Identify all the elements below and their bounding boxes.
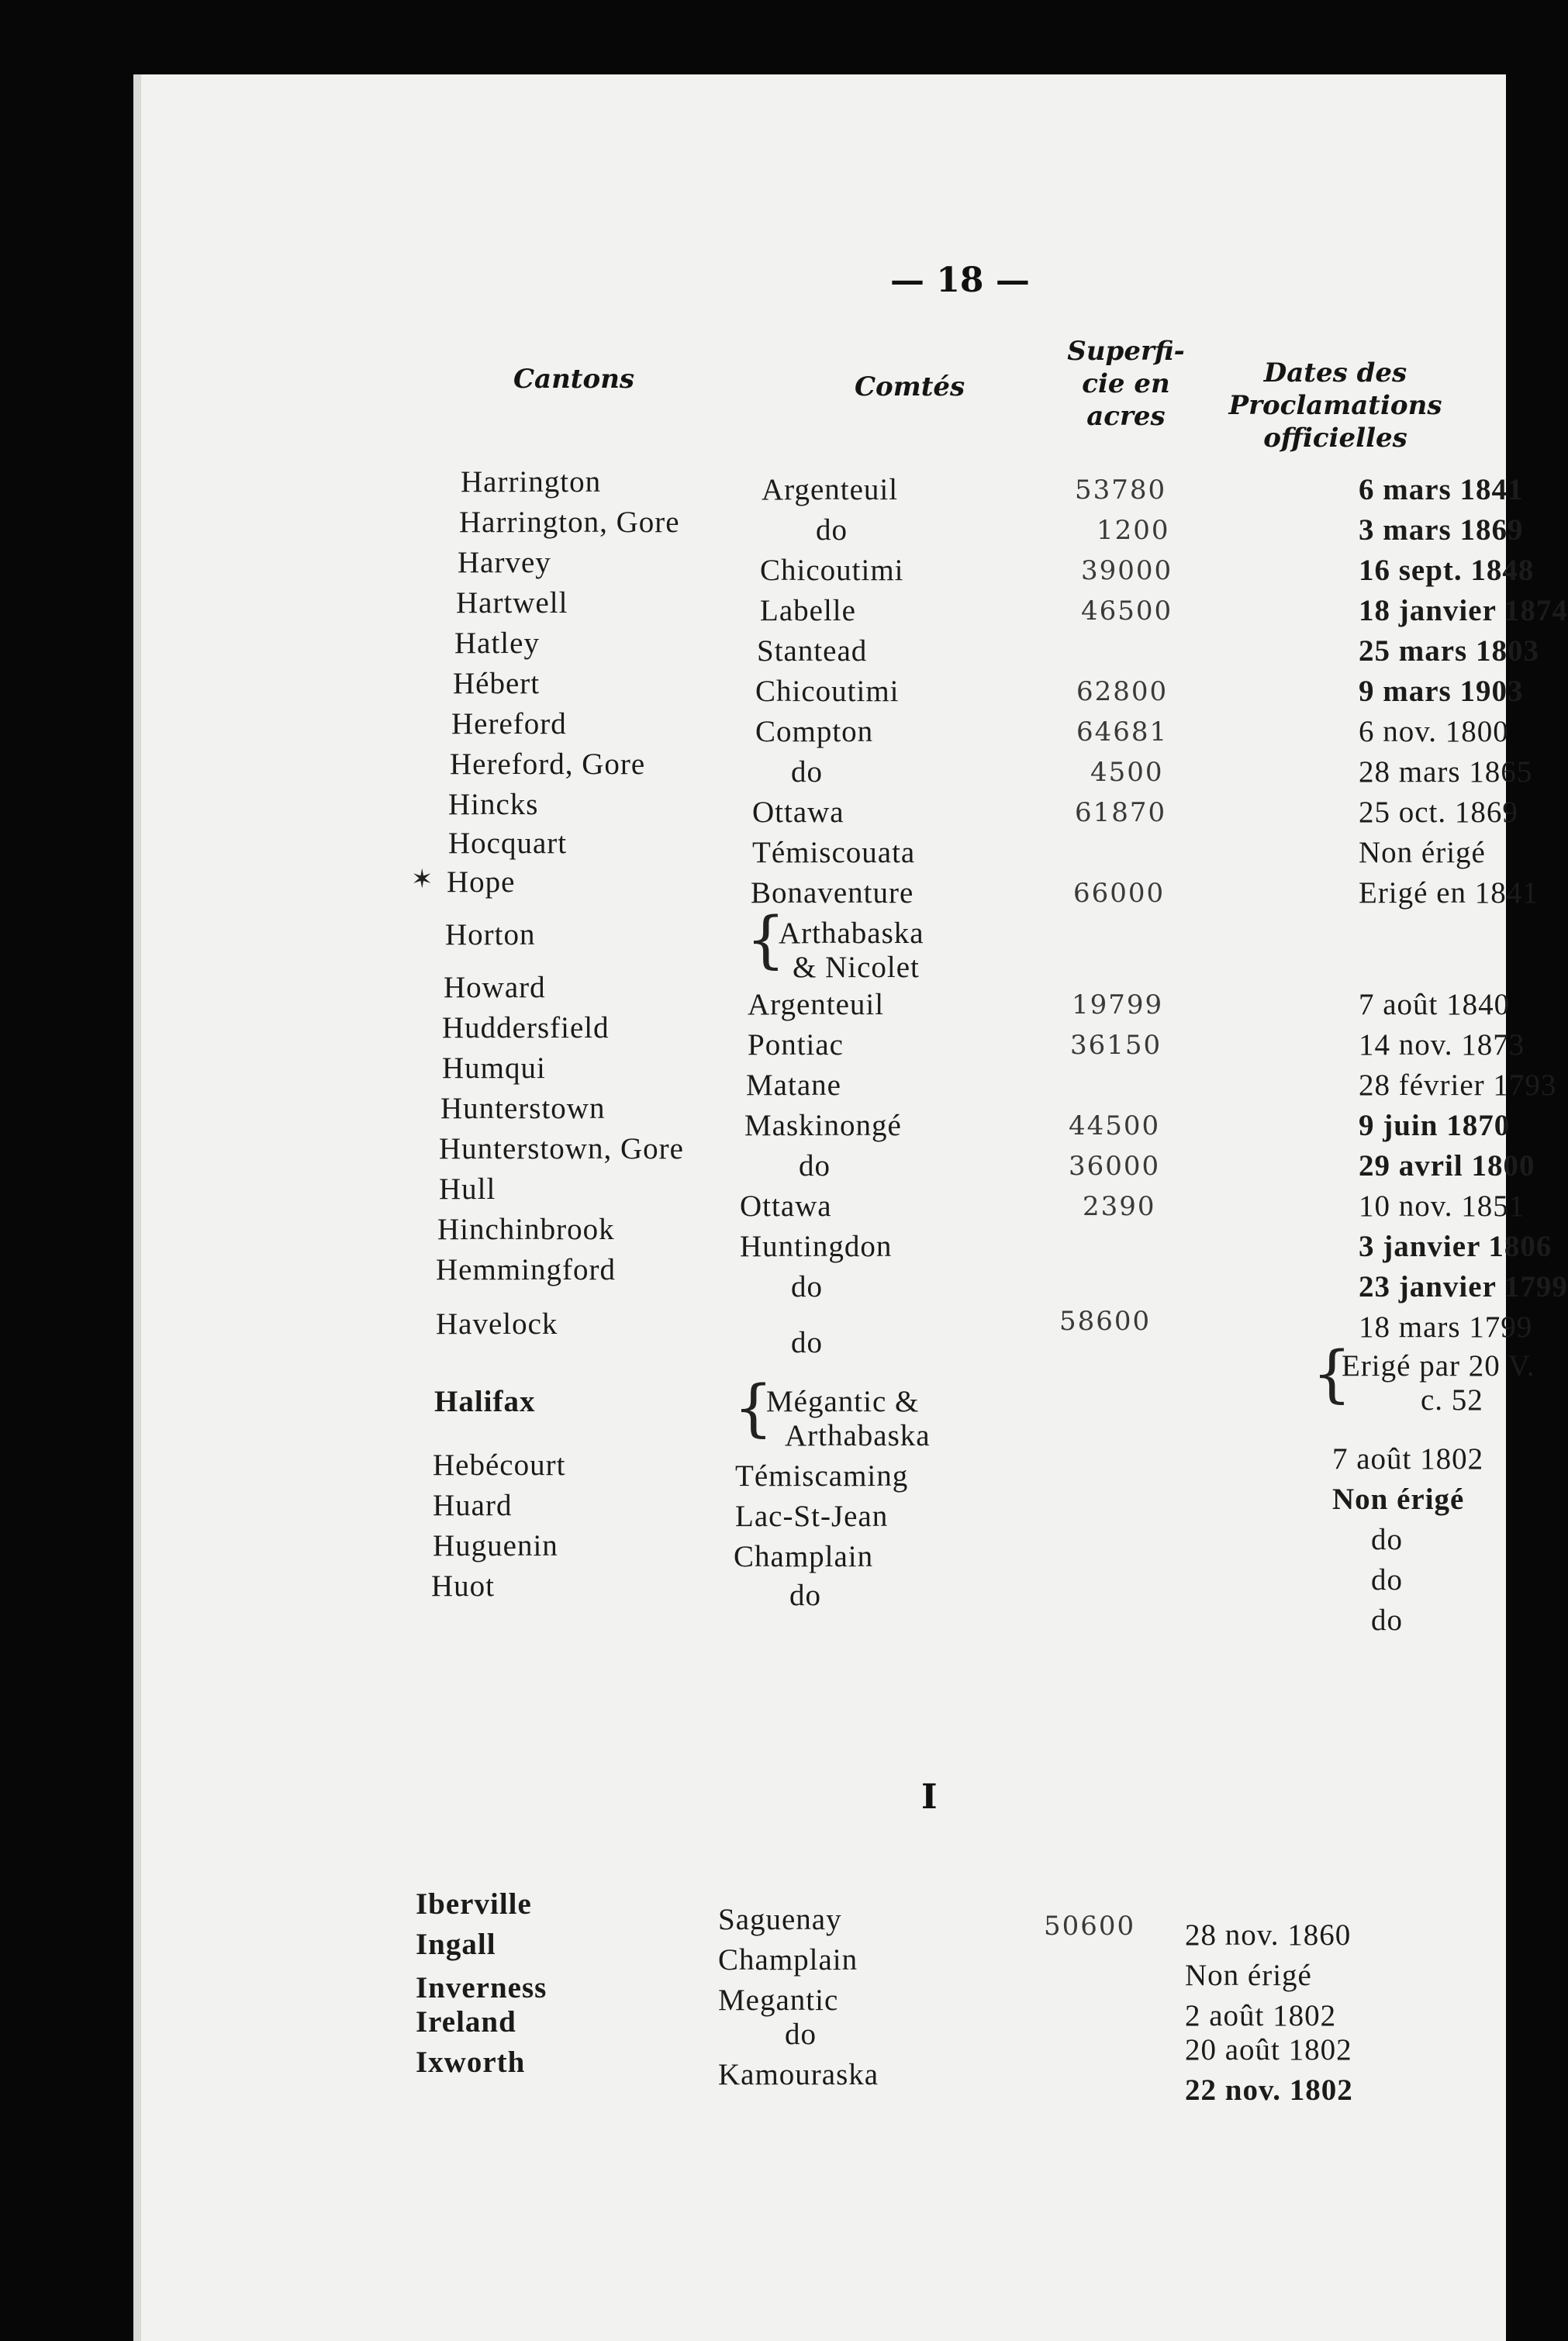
canton-cell: Howard (444, 971, 546, 1004)
date-cell: Non érigé (1332, 1483, 1465, 1516)
date-cell: Non érigé (1359, 836, 1486, 869)
date-cell: 28 nov. 1860 (1185, 1918, 1352, 1952)
canton-cell: Hartwell (456, 586, 568, 620)
canton-cell: Harrington, Gore (459, 506, 680, 539)
brace-halifax-date: { (1312, 1338, 1352, 1410)
section-letter-i: I (921, 1777, 938, 1817)
superficie-cell: 19799 (1072, 989, 1164, 1020)
canton-cell: Hope (447, 865, 516, 899)
canton-cell: Humqui (442, 1051, 546, 1085)
canton-cell: Horton (445, 918, 536, 951)
header-dates-line1: Dates des (1263, 357, 1407, 388)
superficie-cell: 62800 (1076, 676, 1169, 707)
comte-cell: Témiscouata (752, 836, 916, 869)
comte-cell: Arthabaska (779, 917, 924, 950)
canton-cell: Huot (431, 1569, 495, 1603)
canton-cell: Ingall (416, 1928, 496, 1961)
canton-cell: Hincks (448, 788, 539, 821)
date-cell: 9 mars 1903 (1359, 675, 1524, 708)
date-cell: do (1371, 1523, 1403, 1556)
brace-horton: { (746, 903, 786, 975)
superficie-cell: 66000 (1073, 878, 1166, 909)
comte-cell: Lac-St-Jean (735, 1500, 889, 1533)
comte-cell-continued: Arthabaska (785, 1419, 931, 1452)
date-cell: 9 juin 1870 (1359, 1109, 1511, 1142)
canton-cell: Hemmingford (436, 1253, 616, 1286)
comte-cell: do (799, 1149, 831, 1183)
brace-halifax: { (734, 1372, 773, 1444)
superficie-cell: 44500 (1069, 1110, 1161, 1141)
superficie-cell: 1200 (1097, 515, 1170, 546)
canton-cell: Inverness (416, 1971, 547, 2004)
superficie-cell: 53780 (1075, 475, 1167, 506)
comte-cell: Bonaventure (751, 876, 914, 910)
comte-cell: Chicoutimi (755, 675, 900, 708)
date-cell: 7 août 1840 (1359, 988, 1511, 1021)
superficie-cell: 2390 (1083, 1191, 1156, 1222)
canton-cell: Hull (439, 1172, 496, 1206)
date-cell: 7 août 1802 (1332, 1442, 1484, 1476)
canton-cell: Halifax (434, 1385, 536, 1418)
date-cell: 23 janvier 1799 (1359, 1270, 1568, 1303)
superficie-cell: 46500 (1081, 596, 1173, 627)
header-dates-line2: Proclamations (1228, 390, 1442, 421)
page-number: — 18 — (890, 261, 1030, 300)
date-cell: Erigé en 1841 (1359, 876, 1539, 910)
date-cell: 22 nov. 1802 (1185, 2073, 1353, 2107)
canton-cell: Hocquart (448, 827, 568, 860)
date-cell: Erigé par 20 V. (1342, 1349, 1535, 1383)
comte-cell-continued: & Nicolet (793, 951, 920, 984)
document-page (133, 74, 1568, 2341)
date-cell: 6 mars 1841 (1359, 473, 1524, 506)
header-superficie-line3: acres (1086, 401, 1166, 432)
date-cell: 18 janvier 1874 (1359, 594, 1568, 627)
comte-cell: Compton (755, 715, 874, 748)
date-cell: 3 janvier 1806 (1359, 1230, 1552, 1263)
comte-cell: Témiscaming (735, 1459, 909, 1493)
canton-cell: Ixworth (416, 2046, 526, 2079)
canton-cell: Hunterstown, Gore (439, 1132, 684, 1165)
canton-cell: Hunterstown (440, 1092, 606, 1125)
canton-cell: Iberville (416, 1887, 532, 1921)
date-cell: do (1371, 1604, 1403, 1637)
superficie-cell: 39000 (1081, 555, 1173, 586)
comte-cell: Labelle (760, 594, 856, 627)
comte-cell: do (791, 755, 823, 789)
canton-cell: Huard (433, 1489, 513, 1522)
header-comtes: Comtés (855, 371, 965, 402)
comte-cell: do (785, 2018, 817, 2051)
date-cell: 3 mars 1869 (1359, 513, 1524, 547)
comte-cell: Huntingdon (740, 1230, 893, 1263)
canton-cell: Hereford (451, 707, 567, 741)
comte-cell: Saguenay (718, 1903, 842, 1936)
canton-cell: Huddersfield (442, 1011, 610, 1044)
header-superficie-line2: cie en (1082, 368, 1170, 399)
canton-cell: Hebécourt (433, 1448, 566, 1482)
canton-cell: Harvey (458, 546, 551, 579)
date-cell: 28 février 1793 (1359, 1069, 1557, 1102)
comte-cell: Stantead (757, 634, 868, 668)
comte-cell: Ottawa (752, 796, 844, 829)
date-cell-continued: c. 52 (1421, 1383, 1483, 1417)
comte-cell: Champlain (734, 1540, 874, 1573)
superficie-cell: 36000 (1069, 1151, 1161, 1182)
canton-cell: Ireland (416, 2005, 516, 2039)
superficie-cell: 50600 (1044, 1911, 1136, 1942)
date-cell: 10 nov. 1851 (1359, 1189, 1525, 1223)
date-cell: 14 nov. 1873 (1359, 1028, 1525, 1062)
superficie-cell: 36150 (1070, 1030, 1162, 1061)
comte-cell: do (789, 1579, 821, 1612)
comte-cell: Champlain (718, 1943, 858, 1977)
comte-cell: do (791, 1270, 823, 1303)
date-cell: Non érigé (1185, 1959, 1312, 1992)
superficie-cell: 58600 (1059, 1306, 1152, 1337)
canton-cell: Huguenin (433, 1529, 558, 1562)
header-dates-line3: officielles (1263, 423, 1407, 454)
comte-cell: Chicoutimi (760, 554, 904, 587)
date-cell: 18 mars 1799 (1359, 1310, 1533, 1344)
comte-cell: Ottawa (740, 1189, 832, 1223)
canton-cell: Havelock (436, 1307, 558, 1341)
header-superficie-line1: Superfi- (1067, 336, 1185, 367)
superficie-cell: 61870 (1075, 797, 1167, 828)
date-cell: 25 mars 1803 (1359, 634, 1539, 668)
date-cell: 20 août 1802 (1185, 2033, 1352, 2067)
header-cantons: Cantons (513, 364, 635, 395)
canton-cell: Hébert (453, 667, 541, 700)
comte-cell: Pontiac (748, 1028, 844, 1062)
date-cell: 6 nov. 1800 (1359, 715, 1509, 748)
date-cell: 16 sept. 1848 (1359, 554, 1535, 587)
date-cell: 25 oct. 1869 (1359, 796, 1518, 829)
date-cell: 29 avril 1800 (1359, 1149, 1535, 1183)
header-dates (1211, 357, 1459, 454)
comte-cell: Argenteuil (762, 473, 899, 506)
canton-cell: Hinchinbrook (437, 1213, 615, 1246)
canton-cell: Hereford, Gore (450, 748, 646, 781)
superficie-cell: 64681 (1076, 716, 1169, 748)
comte-cell: Matane (746, 1069, 841, 1102)
comte-cell: do (791, 1326, 823, 1359)
canton-cell: Hatley (454, 627, 540, 660)
comte-cell: Kamouraska (718, 2058, 879, 2091)
date-cell: do (1371, 1563, 1403, 1597)
comte-cell: Maskinongé (744, 1109, 902, 1142)
header-superficie (1060, 335, 1192, 433)
canton-cell: Harrington (461, 465, 602, 499)
comte-cell: Megantic (718, 1984, 839, 2017)
superficie-cell: 4500 (1090, 757, 1164, 788)
date-cell: 28 mars 1865 (1359, 755, 1533, 789)
date-cell: 2 août 1802 (1185, 1999, 1337, 2032)
comte-cell: Mégantic & (766, 1385, 920, 1418)
comte-cell: Argenteuil (748, 988, 885, 1021)
asterisk-marker: ✶ (411, 864, 433, 895)
comte-cell: do (816, 513, 848, 547)
